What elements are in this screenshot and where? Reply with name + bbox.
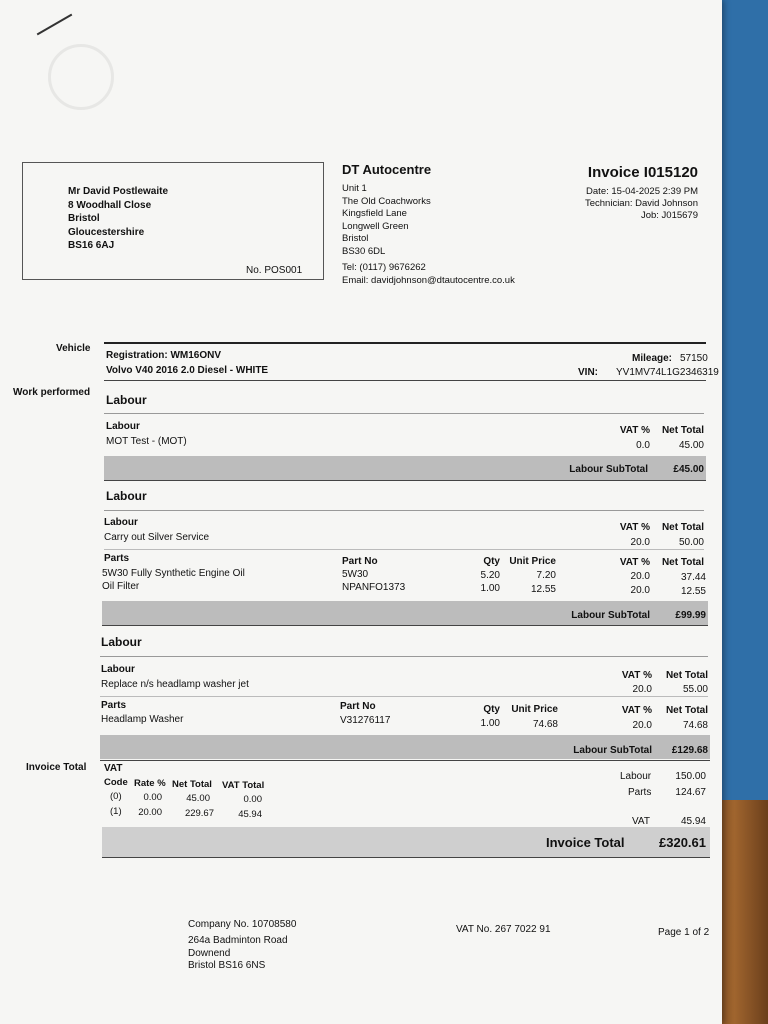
job-bottom-rule	[100, 760, 710, 761]
vat-pct-header: VAT %	[621, 705, 652, 716]
totals-vat-value: 45.94	[680, 816, 706, 827]
parts-rule	[104, 549, 704, 550]
part-unit-price: 12.55	[530, 584, 556, 595]
labour-subtotal-value: £45.00	[673, 464, 704, 475]
labour-subtotal-label: Labour SubTotal	[571, 610, 650, 621]
job-heading: Labour	[106, 393, 147, 407]
totals-vat-label: VAT	[632, 816, 650, 827]
invoice-total-heading: Invoice Total	[546, 835, 625, 850]
invoice-total-value: £320.61	[659, 835, 706, 850]
job-rule	[104, 510, 704, 511]
invoice-job: Job: J015679	[640, 210, 698, 221]
vat-pct-header: VAT %	[621, 670, 652, 681]
part-unit-price: 74.68	[532, 719, 558, 730]
job-rule	[104, 413, 704, 414]
vat-heading: VAT	[104, 763, 123, 774]
part-no-header: Part No	[342, 556, 378, 567]
vat-rate: 20.00	[138, 807, 162, 818]
mileage-value: 57150	[680, 353, 708, 364]
company-address	[342, 183, 431, 258]
labour-subtotal-label: Labour SubTotal	[573, 745, 652, 756]
net-total-header: Net Total	[665, 705, 708, 716]
unit-price-header: Unit Price	[509, 556, 556, 567]
totals-parts-value: 124.67	[675, 787, 706, 798]
labour-header: Labour	[106, 421, 140, 432]
part-vat: 20.0	[630, 585, 650, 596]
labour-description: MOT Test - (MOT)	[106, 436, 187, 447]
part-no-header: Part No	[340, 701, 376, 712]
company-address-line: Kingsfield Lane	[342, 208, 407, 219]
labour-header: Labour	[101, 664, 135, 675]
net-total-header: Net Total	[661, 425, 704, 436]
company-address-line: BS30 6DL	[342, 245, 386, 257]
vehicle-model: Volvo V40 2016 2.0 Diesel - WHITE	[106, 365, 269, 376]
part-number: 5W30	[342, 569, 369, 580]
footer-address-line: 264a Badminton Road	[188, 935, 288, 946]
vat-rate: 0.00	[143, 792, 162, 803]
company-tel: Tel: (0117) 9676262	[342, 262, 426, 273]
vat-net-header: Net Total	[172, 779, 212, 790]
part-qty: 5.20	[480, 570, 500, 581]
labour-vat: 20.0	[630, 537, 650, 548]
labour-subtotal-value: £99.99	[675, 610, 706, 621]
company-email: Email: davidjohnson@dtautocentre.co.uk	[342, 275, 515, 286]
vat-pct-header: VAT %	[619, 522, 650, 533]
company-address-line: The Old Coachworks	[342, 195, 431, 207]
totals-labour-label: Labour	[620, 771, 652, 782]
parts-header: Parts	[104, 553, 130, 564]
company-name: DT Autocentre	[342, 162, 432, 177]
customer-name: Mr David Postlewaite	[68, 186, 169, 197]
part-description: 5W30 Fully Synthetic Engine Oil	[102, 568, 245, 579]
mileage-label: Mileage:	[632, 353, 673, 364]
invoice-title: Invoice I015120	[587, 164, 698, 181]
part-unit-price: 7.20	[536, 570, 556, 581]
part-number: V31276117	[340, 715, 391, 726]
labour-vat: 20.0	[632, 684, 652, 695]
part-description: Oil Filter	[102, 581, 140, 592]
labour-subtotal-value: £129.68	[671, 745, 708, 756]
watermark-logo-icon	[48, 44, 114, 110]
footer-address	[188, 935, 288, 973]
labour-description: Replace n/s headlamp washer jet	[101, 679, 249, 690]
vat-code: (1)	[110, 806, 122, 817]
customer-city: Bristol	[68, 213, 100, 224]
invoice-total-label: Invoice Total	[26, 762, 87, 773]
parts-header: Parts	[101, 700, 127, 711]
labour-net: 50.00	[678, 537, 704, 548]
customer-street: 8 Woodhall Close	[68, 199, 152, 211]
footer-address-line: Downend	[188, 947, 231, 959]
vehicle-label: Vehicle	[56, 343, 91, 354]
part-number: NPANFO1373	[342, 582, 406, 593]
net-total-header: Net Total	[661, 522, 704, 533]
account-number: No. POS001	[246, 265, 303, 276]
qty-header: Qty	[483, 704, 500, 715]
invoice-date: Date: 15-04-2025 2:39 PM	[586, 186, 698, 197]
totals-bottom-rule	[102, 857, 710, 858]
customer-county: Gloucestershire	[68, 226, 145, 238]
part-vat: 20.0	[630, 571, 650, 582]
company-address-line: Longwell Green	[342, 220, 409, 232]
vat-number: VAT No. 267 7022 91	[456, 924, 551, 935]
company-address-line: Bristol	[342, 233, 369, 244]
vat-total-header: VAT Total	[222, 780, 265, 791]
job-bottom-rule	[104, 480, 706, 481]
vat-code: (0)	[110, 791, 122, 802]
job-heading: Labour	[106, 489, 147, 503]
vat-code-header: Code	[104, 777, 128, 788]
labour-subtotal-label: Labour SubTotal	[569, 464, 648, 475]
labour-net: 55.00	[682, 684, 708, 695]
vat-pct-header: VAT %	[619, 425, 650, 436]
footer-address-line: Bristol BS16 6NS	[188, 960, 266, 971]
net-total-header: Net Total	[665, 670, 708, 681]
vat-pct-header: VAT %	[619, 557, 650, 568]
vat-net: 229.67	[184, 808, 214, 819]
vehicle-bottom-rule	[104, 380, 706, 381]
qty-header: Qty	[483, 556, 500, 567]
part-net: 74.68	[682, 720, 708, 731]
totals-labour-value: 150.00	[675, 771, 706, 782]
totals-parts-label: Parts	[628, 787, 652, 798]
part-qty: 1.00	[480, 583, 500, 594]
customer-address	[68, 185, 168, 253]
vat-net: 45.00	[186, 793, 210, 804]
work-performed-label: Work performed	[13, 387, 91, 398]
vin-value: YV1MV74L1G2346319	[616, 367, 719, 378]
company-address-line: Unit 1	[342, 183, 367, 194]
job-rule	[100, 656, 708, 657]
job-bottom-rule	[102, 625, 708, 626]
labour-header: Labour	[104, 517, 138, 528]
vehicle-divider	[104, 342, 706, 344]
part-net: 12.55	[680, 586, 706, 597]
part-vat: 20.0	[632, 720, 652, 731]
vehicle-registration: Registration: WM16ONV	[106, 350, 222, 361]
parts-rule	[100, 696, 708, 697]
part-description: Headlamp Washer	[101, 714, 184, 725]
labour-description: Carry out Silver Service	[104, 532, 210, 543]
unit-price-header: Unit Price	[511, 704, 558, 715]
vat-rate-header: Rate %	[134, 778, 166, 789]
net-total-header: Net Total	[661, 557, 704, 568]
part-net: 37.44	[680, 572, 706, 583]
invoice-technician: Technician: David Johnson	[584, 198, 698, 209]
invoice-meta	[540, 186, 698, 222]
customer-postcode: BS16 6AJ	[68, 240, 115, 251]
vat-amount: 0.00	[243, 794, 262, 805]
labour-vat: 0.0	[636, 440, 650, 451]
page-indicator: Page 1 of 2	[658, 927, 710, 938]
labour-net: 45.00	[678, 440, 704, 451]
part-qty: 1.00	[480, 718, 500, 729]
vin-label: VIN:	[578, 367, 598, 378]
job-heading: Labour	[101, 635, 142, 649]
show-through-text	[480, 28, 680, 58]
vat-amount: 45.94	[238, 809, 262, 820]
company-number: Company No. 10708580	[188, 919, 297, 930]
